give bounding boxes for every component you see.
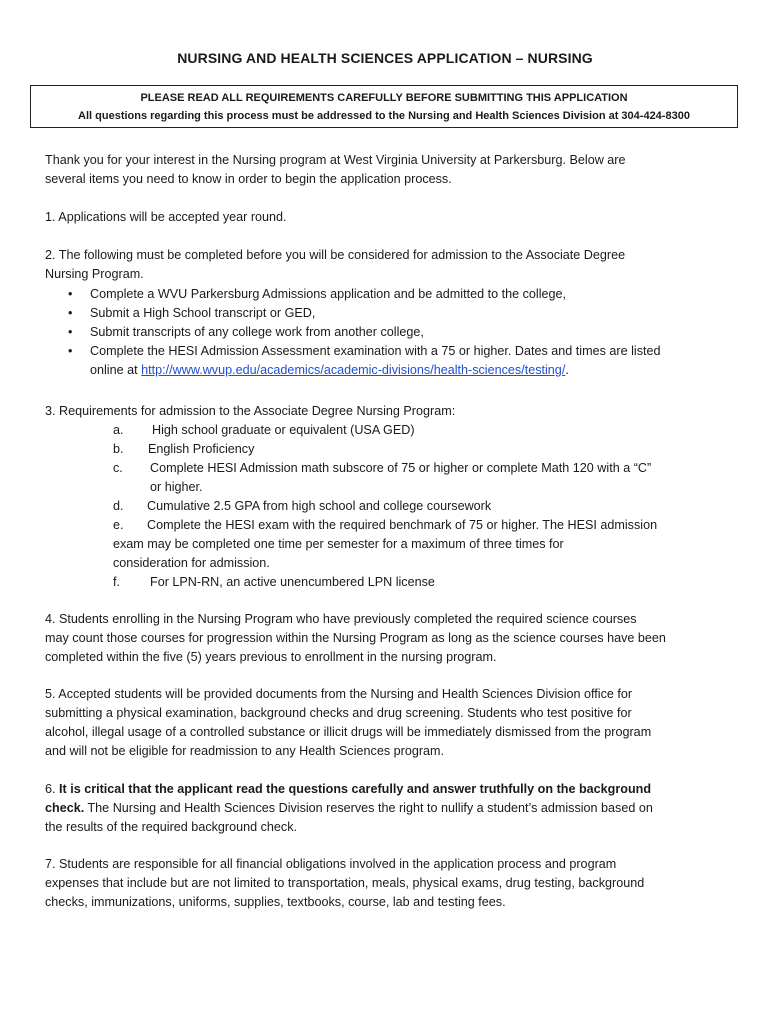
item-7: 7. Students are responsible for all financial obligations involved in the application process and program expenses that include but are not limited to transportation, meals, physical exams, drug testing, background checks, immunizations, uniforms, supplies, textbooks, course, lab and testing fees.: [45, 857, 645, 909]
document-page: NURSING AND HEALTH SCIENCES APPLICATION – NURSING PLEASE READ ALL REQUIREMENTS CAREFULLY BEFORE SUBMITTING THIS APPLICATION All questions regarding this process must be addressed to the Nursing and Health Sciences Division at 304-424-8300 Thank you for your interest in the Nursing program at West Virginia University at Parkersburg. Below are several items you need to know in order to begin the application process. 1. Applications will be accepted year round. 2. The following must be completed before you will be considered for admission to the Associate Degree Nursing Program. • Complete a WVU Parkersburg Admissions application and be admitted to the college, • Submit a High School transcript or GED, • Submit transcripts of any college work from another college, • Complete the HESI Admission Assessment examination with a 75 or higher. Dates and times are listed online at http://www.wvup.edu/academics/academic-divisions/health-sciences/testing/. 3. Requirements for admission to the Associate Degree Nursing Program: a. High school graduate or equivalent (USA GED) b. English Proficiency c. Complete HESI Admission math subscore of 75 or higher or complete Math 120 with a “C” or higher. d. Cumulative 2.5 GPA from high school and college coursework e. Complete the HESI exam with the required benchmark of 75 or higher. The HESI admission exam may be completed one time per semester for a maximum of three times for consideration for admission. f. For LPN-RN, an active unencumbered LPN license 4. Students enrolling in the Nursing Program who have previously completed the required science courses may count those courses for progression within the Nursing Program as long as the science courses have been completed within the five (5) years previous to enrollment in the nursing program. 5. Accepted students will be provided documents from the Nursing and Health Sciences Division office for submitting a physical examination, background checks and drug screening. Students who test positive for alcohol, illegal usage of a controlled substance or illicit drugs will be immediately dismissed from the program and will not be eligible for readmission to any Health Sciences program. 6. It is critical that the applicant read the questions carefully and answer truthfully on the background check. The Nursing and Health Sciences Division reserves the right to nullify a student’s admission based on the results of the required background check. 7. Students are responsible for all financial obligations involved in the application process and program expenses that include but are not limited to transportation, meals, physical exams, drug testing, background checks, immunizations, uniforms, supplies, textbooks, course, lab and testing fees.: [0, 0, 770, 1024]
item-6-emphasis-end: check.: [45, 801, 85, 815]
list-item: • Submit transcripts of any college work from another college,: [68, 323, 738, 342]
item-2: 2. The following must be completed before you will be considered for admission to the Associate Degree Nursing Program.: [45, 248, 626, 281]
list-item: • Complete a WVU Parkersburg Admissions application and be admitted to the college,: [68, 285, 738, 304]
bullet-icon: •: [68, 344, 73, 358]
notice-line-2: All questions regarding this process must be addressed to the Nursing and Health Sciences Division at 304-424-8300: [78, 110, 690, 122]
item-3-heading: 3. Requirements for admission to the Associate Degree Nursing Program:: [45, 404, 456, 418]
list-item: • Submit a High School transcript or GED,: [68, 304, 738, 323]
item-6: 6. It is critical that the applicant read the questions carefully and answer truthfully on the background check. The Nursing and Health Sciences Division reserves the right to nullify a student’s admission based on the results of the required background check.: [45, 782, 653, 834]
intro-paragraph: Thank you for your interest in the Nursing program at West Virginia University at Parkersburg. Below are several items you need to know in order to begin the application process.: [45, 153, 626, 186]
bullet-icon: •: [68, 306, 73, 320]
list-item: • Complete the HESI Admission Assessment examination with a 75 or higher. Dates and times are listed: [68, 342, 738, 361]
notice-box: [30, 85, 738, 128]
item-5: 5. Accepted students will be provided documents from the Nursing and Health Sciences Division office for submitting a physical examination, background checks and drug screening. Students who test positive for alcohol, illegal usage of a controlled substance or illicit drugs will be immediately dismissed from the program and will not be eligible for readmission to any Health Sciences program.: [45, 687, 652, 758]
item-6-emphasis: It is critical that the applicant read the questions carefully and answer truthfully on the background: [59, 782, 652, 796]
page-title: NURSING AND HEALTH SCIENCES APPLICATION – NURSING: [177, 50, 593, 66]
bullet-icon: •: [68, 325, 73, 339]
item-1: 1. Applications will be accepted year round.: [45, 210, 287, 224]
testing-page-link[interactable]: http://www.wvup.edu/academics/academic-divisions/health-sciences/testing/: [141, 363, 566, 377]
list-item-continuation: online at http://www.wvup.edu/academics/academic-divisions/health-sciences/testing/.: [90, 363, 569, 377]
item-2-bullet-list: [68, 285, 738, 380]
item-4: 4. Students enrolling in the Nursing Program who have previously completed the required science courses may count those courses for progression within the Nursing Program as long as the science courses have been completed within the five (5) years previous to enrollment in the nursing program.: [45, 612, 666, 664]
notice-line-1: PLEASE READ ALL REQUIREMENTS CAREFULLY BEFORE SUBMITTING THIS APPLICATION: [140, 92, 628, 104]
bullet-icon: •: [68, 287, 73, 301]
